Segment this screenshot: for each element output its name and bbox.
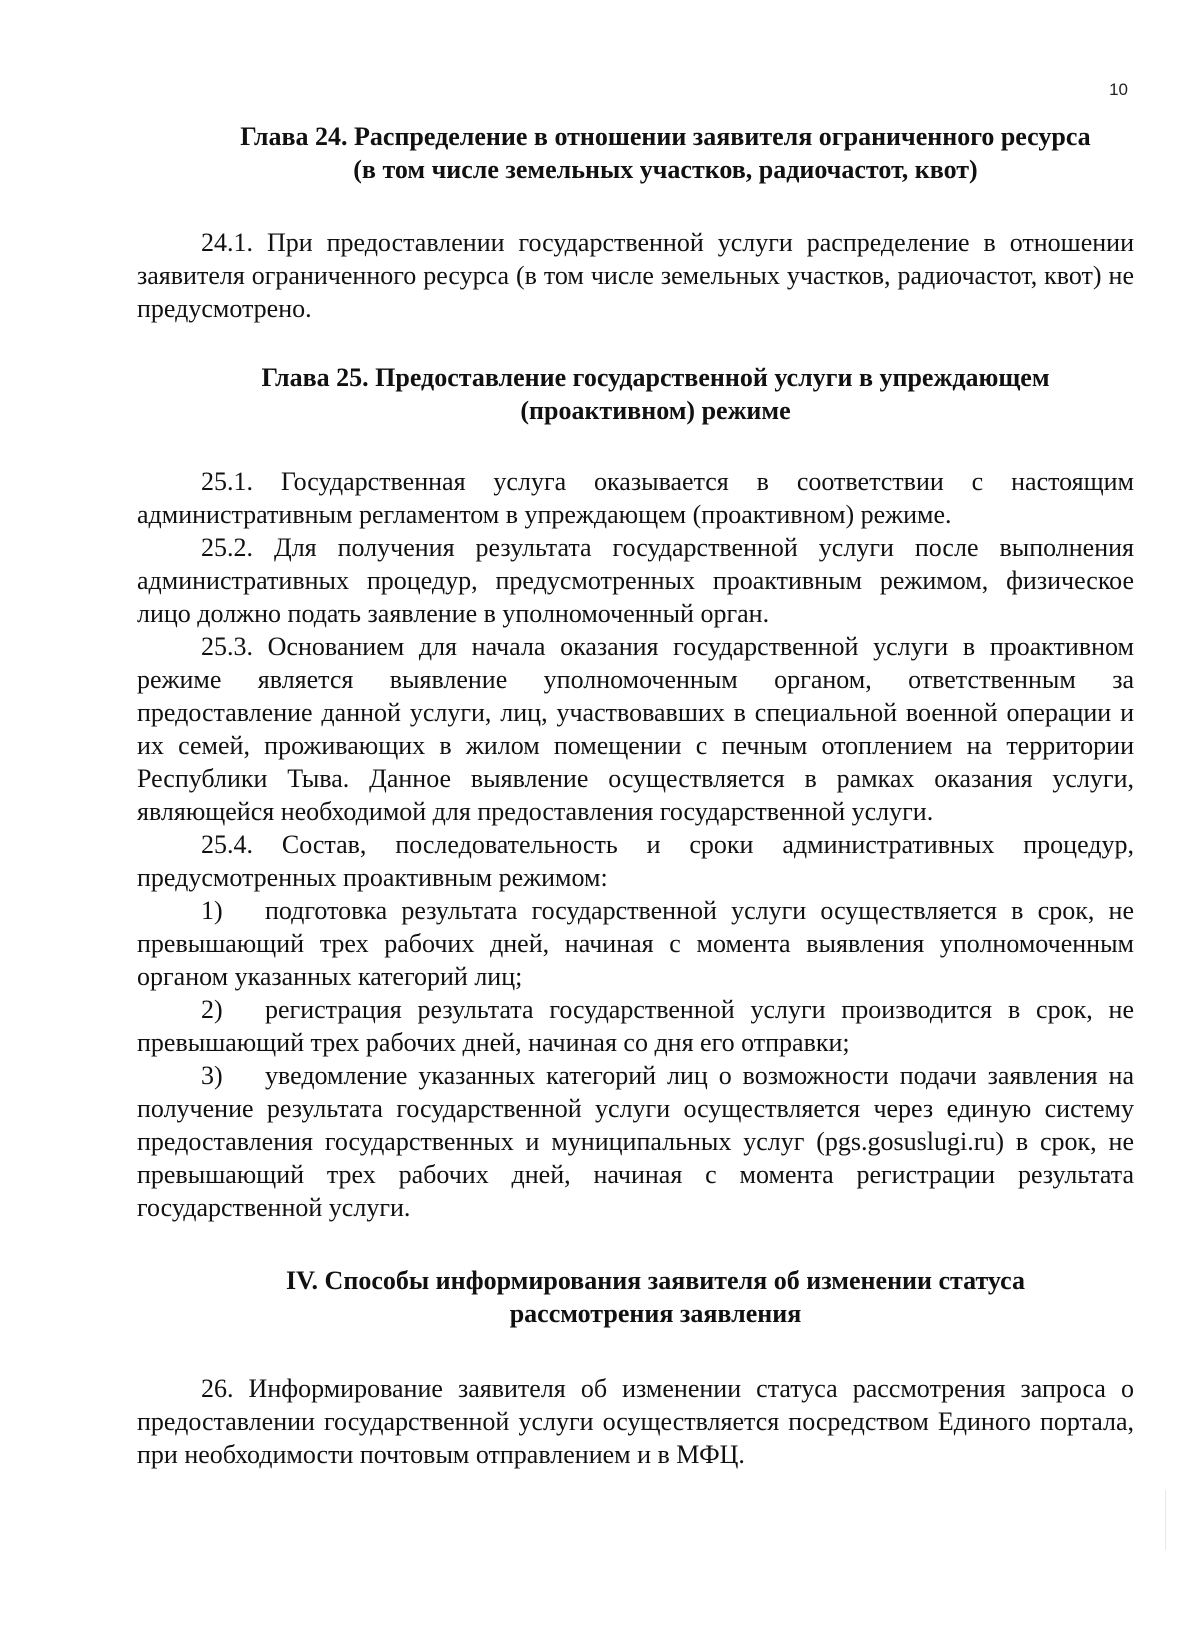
section-4-title-line2: рассмотрения заявления (509, 1299, 802, 1328)
chapter-24-heading (137, 120, 1134, 186)
list-item-text: подготовка результата государственной услуги осуществляется в срок, не превышающий трех рабочих дней, начиная с момента выявления уполномоченным органом указанных категорий лиц; (137, 896, 1134, 991)
list-item (137, 1059, 1134, 1224)
list-item-text: регистрация результата государственной услуги производится в срок, не превышающий трех рабочих дней, начиная со дня его отправки; (137, 995, 1134, 1057)
paragraph-25-2: 25.2. Для получения результата государственной услуги после выполнения административных процедур, предусмотренных проактивным режимом, физическое лицо должно подать заявление в уполномоченный орган. (137, 533, 1134, 628)
paragraph-25-3: 25.3. Основанием для начала оказания государственной услуги в проактивном режиме является выявление уполномоченным органом, ответственным за предоставление данной услуги, лиц, участвовавших в специальной военной операции и их семей, проживающих в жилом помещении с печным отоплением на территории Республики Тыва. Данное выявление осуществляется в рамках оказания услуги, являющейся необходимой для предоставления государственной услуги. (137, 632, 1134, 826)
chapter-24-title-line2: (в том числе земельных участков, радиочастот, квот) (353, 155, 978, 184)
list-item (137, 894, 1134, 993)
chapter-24-title-line1: Глава 24. Распределение в отношении заявителя ограниченного ресурса (240, 122, 1091, 151)
paragraph-24-1: 24.1. При предоставлении государственной услуги распределение в отношении заявителя ограниченного ресурса (в том числе земельных участков, радиочастот, квот) не предусмотрено. (137, 228, 1134, 323)
chapter-25-title-line1: Глава 25. Предоставление государственной услуги в упреждающем (261, 363, 1050, 392)
list-item-text: уведомление указанных категорий лиц о возможности подачи заявления на получение результата государственной услуги осуществляется через единую систему предоставления государственных и муниципальных услуг (pgs.gosuslugi.ru) в срок, не превышающий трех рабочих дней, начиная с момента регистрации результата государственной услуги. (137, 1061, 1134, 1222)
chapter-25-title-line2: (проактивном) режиме (520, 396, 791, 425)
paragraph-26: 26. Информирование заявителя об изменении статуса рассмотрения запроса о предоставлении государственной услуги осуществляется посредством Единого портала, при необходимости почтовым отправлением и в МФЦ. (137, 1374, 1134, 1469)
section-4-heading (137, 1264, 1134, 1330)
paragraph-25-1: 25.1. Государственная услуга оказывается в соответствии с настоящим административным регламентом в упреждающем (проактивном) режиме. (137, 467, 1134, 529)
list-item-number: 1) (201, 896, 223, 925)
paragraph-25-4: 25.4. Состав, последовательность и сроки административных процедур, предусмотренных проактивным режимом: (137, 830, 1134, 892)
page-number: 10 (1109, 80, 1128, 99)
scan-artifact (1165, 1490, 1166, 1550)
section-4-title-line1: IV. Способы информирования заявителя об изменении статуса (286, 1266, 1025, 1295)
list-item-number: 3) (201, 1061, 223, 1090)
list-item-number: 2) (201, 995, 223, 1024)
list-item (137, 993, 1134, 1059)
document-content (137, 112, 1134, 1471)
chapter-25-heading (137, 361, 1134, 427)
